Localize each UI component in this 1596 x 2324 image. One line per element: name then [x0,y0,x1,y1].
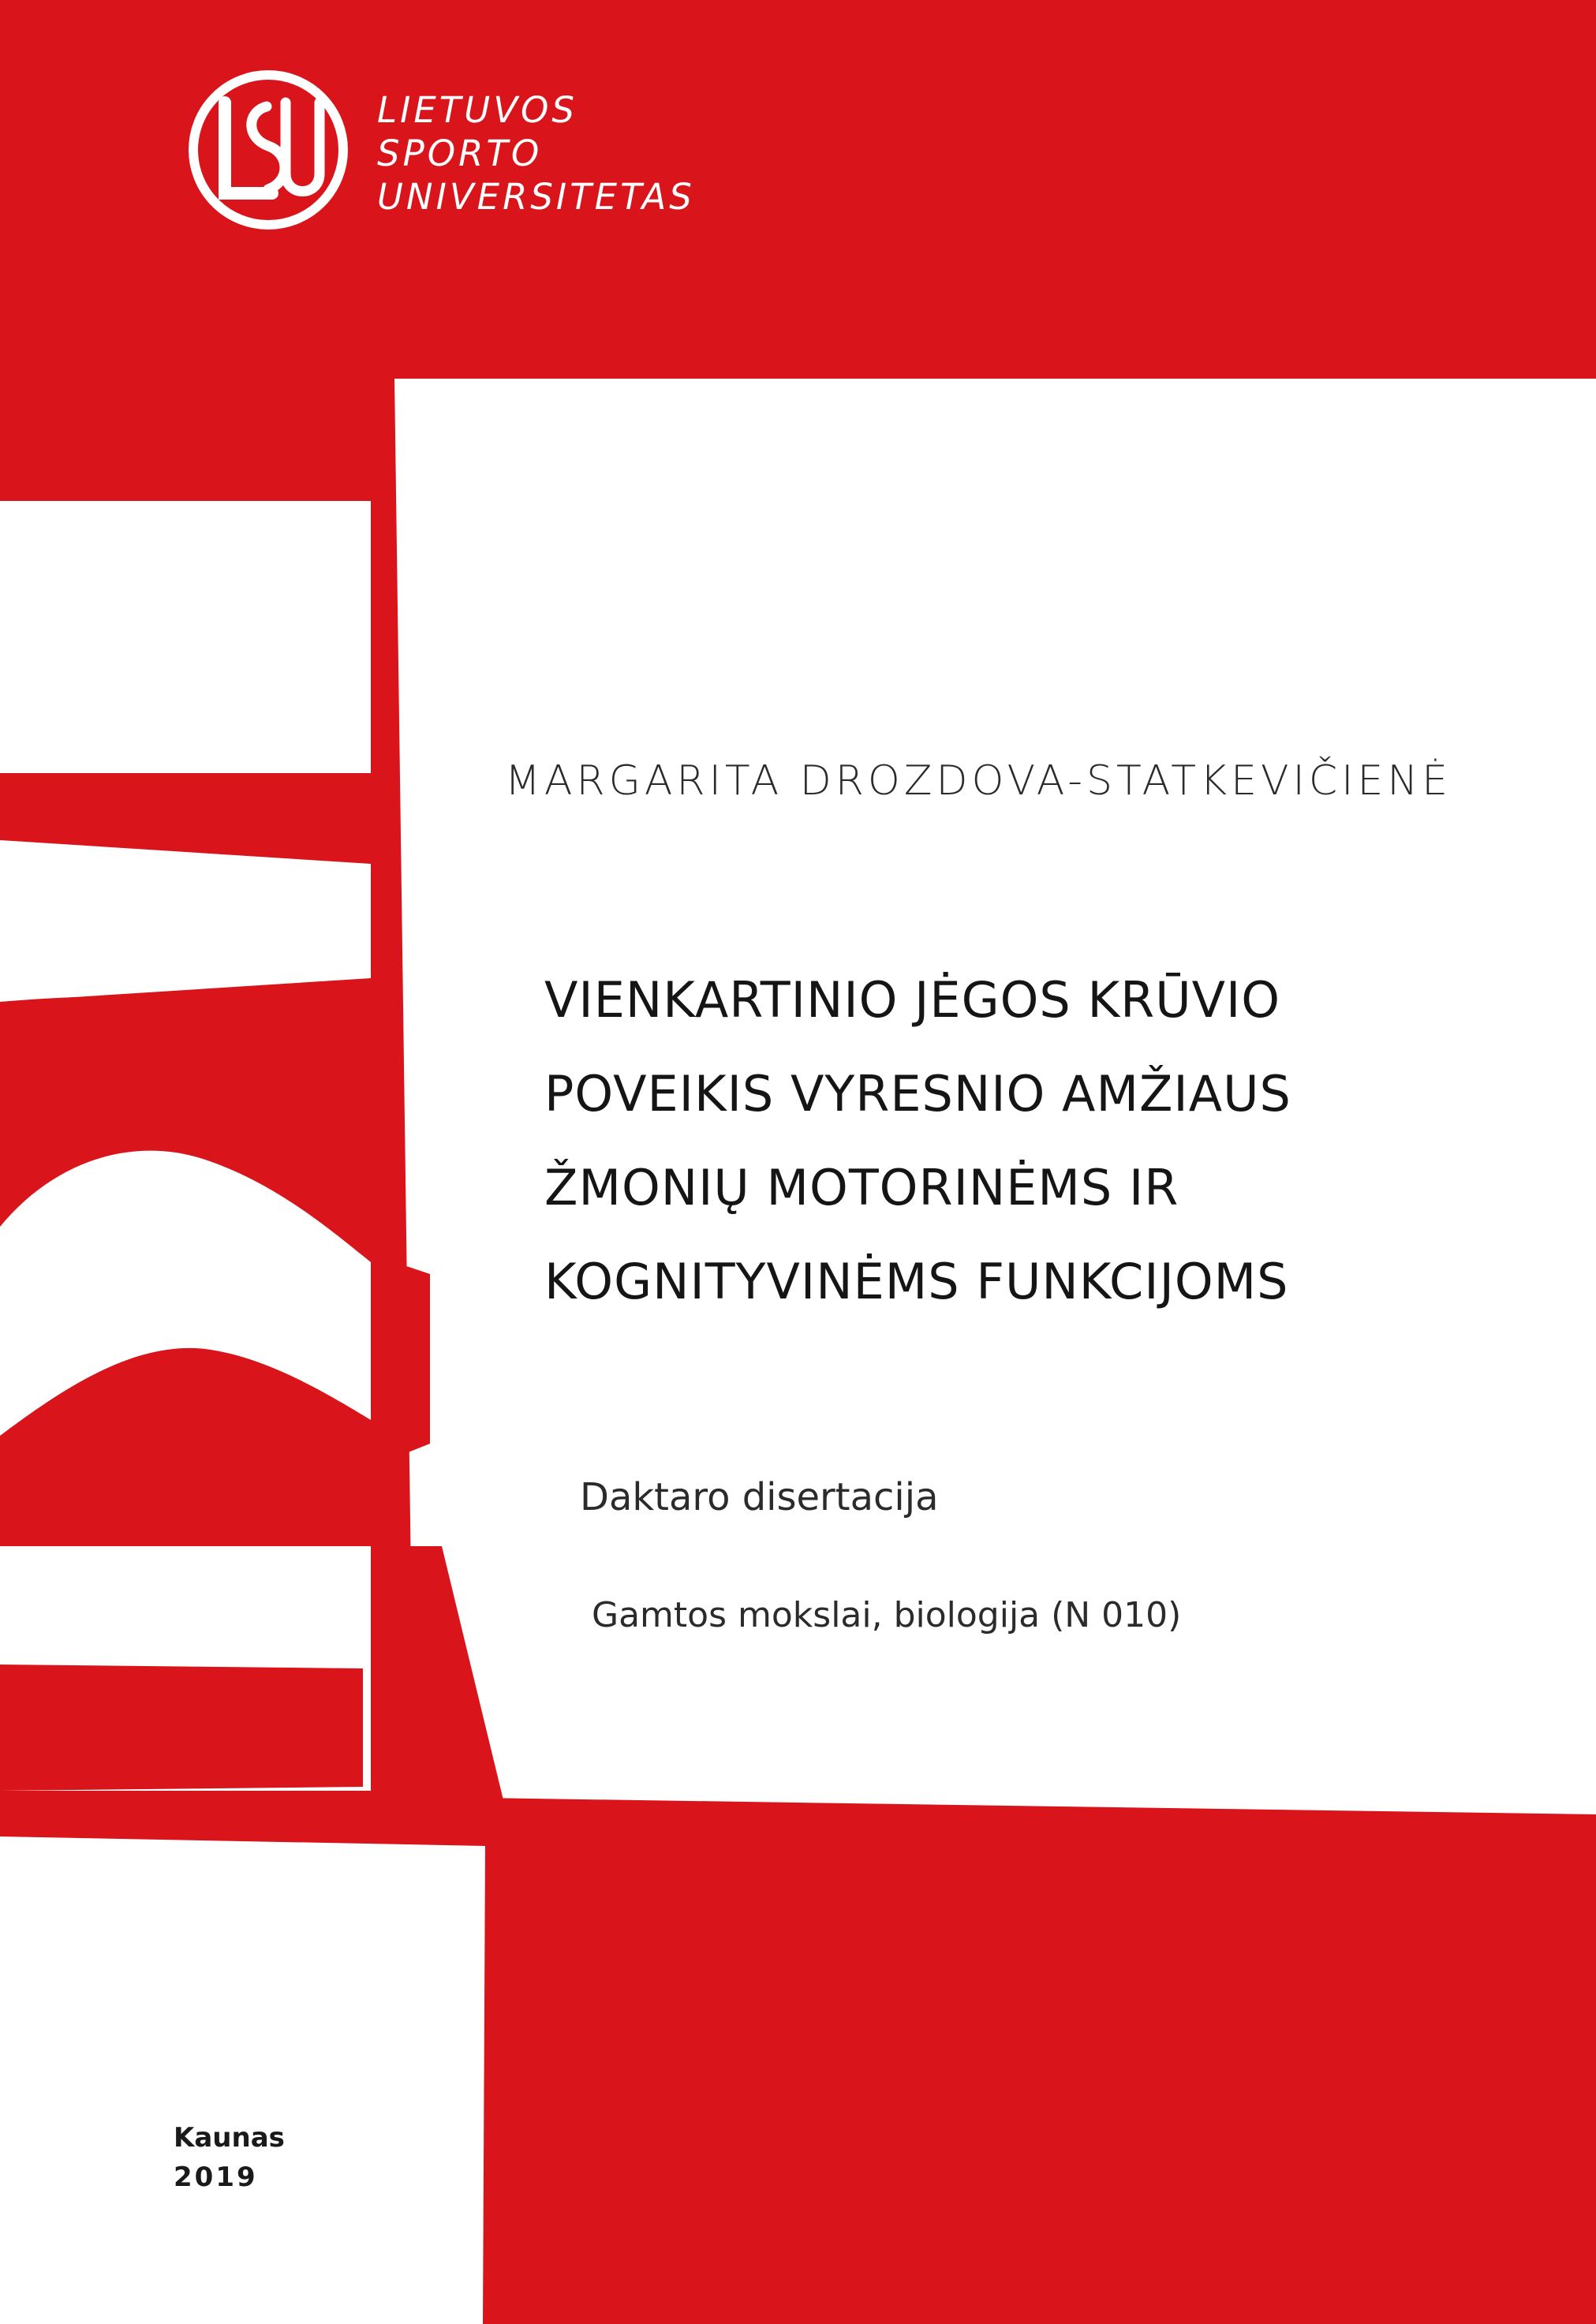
title-line: KOGNITYVINĖMS FUNKCIJOMS [544,1253,1289,1310]
title-line: VIENKARTINIO JĖGOS KRŪVIO [544,971,1281,1029]
publication-place: Kaunas [174,2122,285,2154]
title-line: ŽMONIŲ MOTORINĖMS IR [544,1159,1179,1216]
university-name-line: LIETUVOS [377,89,577,131]
big-letter-u-icon [0,1546,371,1791]
field-of-science: Gamtos mokslai, biologija (N 010) [592,1595,1182,1635]
dissertation-title [544,953,1291,1328]
university-name-line: UNIVERSITETAS [377,176,695,218]
bottom-left-white-panel [0,1836,485,2324]
title-line: POVEIKIS VYRESNIO AMŽIAUS [544,1065,1291,1123]
document-type: Daktaro disertacija [580,1475,939,1519]
author-name: MARGARITA DROZDOVA-STATKEVIČIENĖ [505,757,1452,805]
university-name-line: SPORTO [377,133,543,174]
university-name [377,88,695,219]
publication-year: 2019 [174,2161,258,2193]
big-letter-l-icon [0,501,371,773]
